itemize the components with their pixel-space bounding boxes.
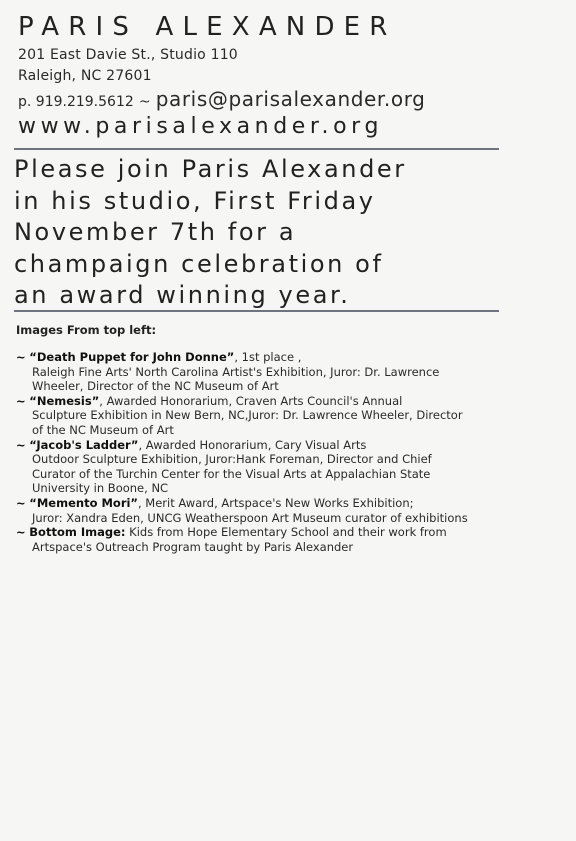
credit-title: “Death Puppet for John Donne”	[29, 350, 235, 364]
credit-continuation: Artspace's Outreach Program taught by Paris Alexander	[32, 539, 354, 554]
credit-title: Bottom Image:	[29, 525, 126, 540]
credit-continuation: University in Boone, NC	[32, 481, 169, 496]
invitation-line: in his studio, First Friday	[14, 186, 376, 215]
invitation-text	[14, 154, 504, 312]
invitation-line: an award winning year.	[14, 281, 351, 309]
contact-separator: ~	[138, 94, 151, 110]
credit-item	[16, 525, 556, 554]
credit-continuation: Sculpture Exhibition in New Bern, NC,Juror: Dr. Lawrence Wheeler, Director	[32, 408, 463, 423]
credit-continuation: Raleigh Fine Arts' North Carolina Artist's Exhibition, Juror: Dr. Lawrence	[32, 364, 440, 379]
credit-detail: , 1st place ,	[234, 350, 302, 364]
credit-marker: ~	[16, 525, 26, 540]
credit-continuation: Wheeler, Director of the NC Museum of Art	[32, 379, 279, 394]
website-url: www.parisalexander.org	[18, 114, 384, 139]
credit-continuation: Outdoor Sculpture Exhibition, Juror:Hank Foreman, Director and Chief	[32, 452, 432, 467]
credit-detail: , Merit Award, Artspace's New Works Exhibition;	[138, 495, 414, 510]
contact-line	[18, 87, 425, 111]
credit-detail: Kids from Hope Elementary School and their work from	[125, 525, 447, 540]
credits-list	[16, 350, 556, 554]
invitation-line: November 7th for a	[14, 218, 297, 246]
credit-continuation: Curator of the Turchin Center for the Visual Arts at Appalachian State	[32, 466, 431, 481]
invitation-line: champaign celebration of	[14, 249, 384, 278]
phone-number: p. 919.219.5612	[18, 94, 134, 110]
divider-bottom	[14, 310, 499, 312]
credit-continuation: of the NC Museum of Art	[32, 422, 174, 437]
address-line-2: Raleigh, NC 27601	[18, 68, 152, 84]
email-address: paris@parisalexander.org	[155, 87, 426, 111]
invitation-line: Please join Paris Alexander	[14, 155, 407, 183]
credit-title: “Memento Mori”	[29, 495, 138, 510]
address-line-1: 201 East Davie St., Studio 110	[18, 47, 238, 63]
credit-item	[16, 394, 556, 438]
credit-item	[16, 350, 556, 394]
credit-title: “Nemesis”	[29, 393, 100, 408]
credit-title: “Jacob's Ladder”	[29, 437, 139, 452]
credit-continuation: Juror: Xandra Eden, UNCG Weatherspoon Art Museum curator of exhibitions	[32, 510, 468, 525]
credit-item	[16, 496, 556, 525]
credits-heading: Images From top left:	[16, 323, 157, 337]
credit-detail: , Awarded Honorarium, Craven Arts Council's Annual	[99, 393, 403, 408]
divider-top	[14, 148, 499, 150]
credit-marker: ~	[16, 393, 26, 408]
credit-detail: , Awarded Honorarium, Cary Visual Arts	[138, 437, 367, 452]
credit-marker: ~	[16, 437, 26, 452]
credit-item	[16, 438, 556, 496]
credit-marker: ~	[16, 350, 26, 364]
credit-marker: ~	[16, 495, 26, 510]
artist-name: PARIS ALEXANDER	[18, 12, 397, 42]
